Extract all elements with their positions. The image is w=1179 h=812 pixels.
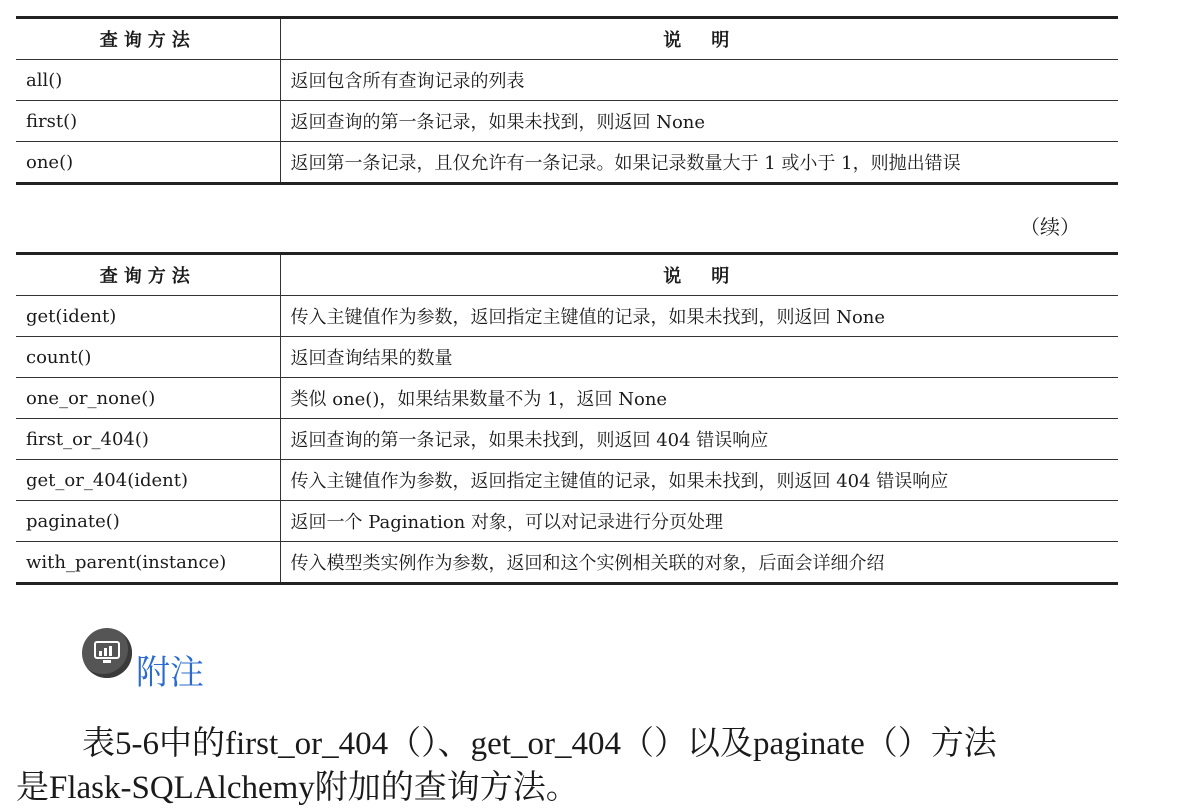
note-line-1: 表5-6中的first_or_404（）、get_or_404（）以及paginate（）方法 bbox=[82, 726, 997, 762]
column-header-description: 说 明 bbox=[280, 18, 1118, 60]
column-header-method: 查询方法 bbox=[16, 18, 280, 60]
table-row bbox=[16, 419, 1118, 460]
table-header-row bbox=[16, 254, 1118, 296]
description-cell: 传入主键值作为参数，返回指定主键值的记录，如果未找到，则返回 404 错误响应 bbox=[280, 460, 1118, 501]
method-cell: get(ident) bbox=[16, 296, 280, 337]
continued-label: （续） bbox=[1020, 215, 1080, 239]
note-paragraph bbox=[16, 722, 1156, 810]
table-row bbox=[16, 542, 1118, 584]
description-cell: 返回包含所有查询记录的列表 bbox=[280, 60, 1118, 101]
method-cell: with_parent(instance) bbox=[16, 542, 280, 584]
description-cell: 传入模型类实例作为参数，返回和这个实例相关联的对象，后面会详细介绍 bbox=[280, 542, 1118, 584]
method-cell: first() bbox=[16, 101, 280, 142]
description-cell: 返回第一条记录，且仅允许有一条记录。如果记录数量大于 1 或小于 1，则抛出错误 bbox=[280, 142, 1118, 184]
column-header-description: 说 明 bbox=[280, 254, 1118, 296]
method-cell: first_or_404() bbox=[16, 419, 280, 460]
query-methods-table-continued bbox=[16, 252, 1118, 585]
description-cell: 类似 one()，如果结果数量不为 1，返回 None bbox=[280, 378, 1118, 419]
table-row bbox=[16, 501, 1118, 542]
description-cell: 返回查询结果的数量 bbox=[280, 337, 1118, 378]
method-cell: one_or_none() bbox=[16, 378, 280, 419]
table-row bbox=[16, 101, 1118, 142]
column-header-method: 查询方法 bbox=[16, 254, 280, 296]
table-row bbox=[16, 296, 1118, 337]
description-cell: 传入主键值作为参数，返回指定主键值的记录，如果未找到，则返回 None bbox=[280, 296, 1118, 337]
method-cell: get_or_404(ident) bbox=[16, 460, 280, 501]
note-label: 附注 bbox=[136, 653, 204, 693]
table-row bbox=[16, 60, 1118, 101]
table-row bbox=[16, 337, 1118, 378]
table-row bbox=[16, 460, 1118, 501]
note-line-2: 是Flask-SQLAlchemy附加的查询方法。 bbox=[16, 770, 579, 806]
method-cell: all() bbox=[16, 60, 280, 101]
description-cell: 返回查询的第一条记录，如果未找到，则返回 None bbox=[280, 101, 1118, 142]
description-cell: 返回查询的第一条记录，如果未找到，则返回 404 错误响应 bbox=[280, 419, 1118, 460]
description-cell: 返回一个 Pagination 对象，可以对记录进行分页处理 bbox=[280, 501, 1118, 542]
method-cell: paginate() bbox=[16, 501, 280, 542]
query-methods-table bbox=[16, 16, 1118, 185]
table-header-row bbox=[16, 18, 1118, 60]
chart-monitor-icon bbox=[82, 628, 132, 678]
table-row bbox=[16, 142, 1118, 184]
method-cell: one() bbox=[16, 142, 280, 184]
table-row bbox=[16, 378, 1118, 419]
method-cell: count() bbox=[16, 337, 280, 378]
